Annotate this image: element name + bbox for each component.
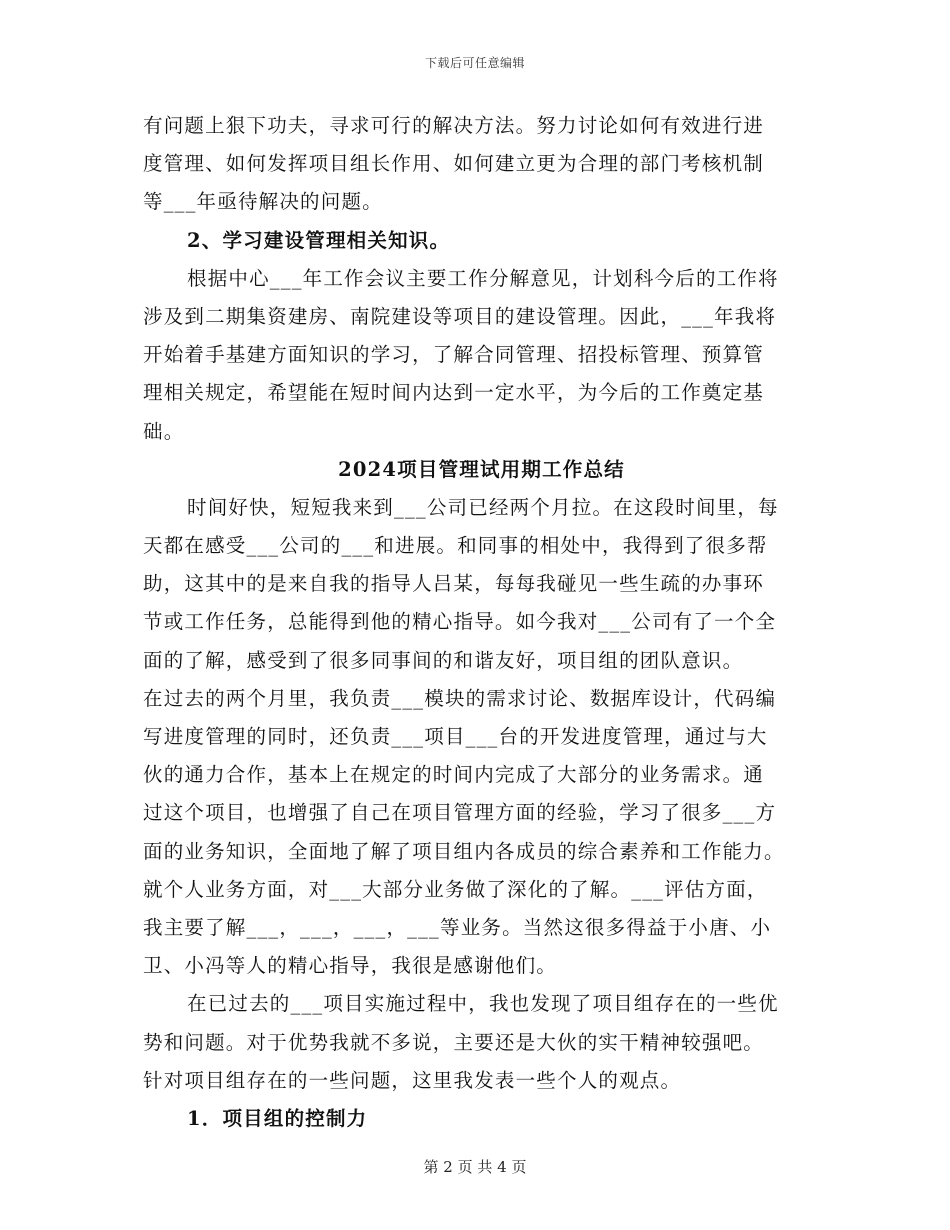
- text-line: 面的业务知识，全面地了解了项目组内各成员的综合素养和工作能力。: [143, 839, 785, 863]
- text-line: 过这个项目，也增强了自己在项目管理方面的经验，学习了很多___方: [143, 801, 777, 825]
- page-header: 下载后可任意编辑: [424, 56, 525, 70]
- text-line: 卫、小冯等人的精心指导，我很是感谢他们。: [143, 954, 558, 978]
- text-line: 度管理、如何发挥项目组长作用、如何建立更为合理的部门考核机制: [143, 152, 765, 176]
- text-line: 开始着手基建方面知识的学习，了解合同管理、招投标管理、预算管: [143, 343, 765, 367]
- text-line: 伙的通力合作，基本上在规定的时间内完成了大部分的业务需求。通: [143, 763, 765, 787]
- text-line: 理相关规定，希望能在短时间内达到一定水平，为今后的工作奠定基: [143, 381, 765, 405]
- text-line: 面的了解，感受到了很多同事间的和谐友好，项目组的团队意识。: [143, 648, 744, 672]
- text-line: 等___年亟待解决的问题。: [143, 190, 383, 214]
- text-line: 节或工作任务，总能得到他的精心指导。如今我对___公司有了一个全: [143, 610, 777, 634]
- text-line: 涉及到二期集资建房、南院建设等项目的建设管理。因此，___年我将: [143, 304, 777, 328]
- text-line: 时间好快，短短我来到___公司已经两个月拉。在这段时间里，每: [187, 495, 779, 519]
- text-line: 助，这其中的是来自我的指导人吕某，每每我碰见一些生疏的办事环: [143, 572, 765, 596]
- text-line: 天都在感受___公司的___和进展。和同事的相处中，我得到了很多帮: [143, 534, 768, 558]
- text-line: 我主要了解___，___，___，___等业务。当然这很多得益于小唐、小: [143, 915, 772, 939]
- section-heading: 2、学习建设管理相关知识。: [187, 228, 451, 252]
- text-line: 在已过去的___项目实施过程中，我也发现了项目组存在的一些优: [187, 992, 779, 1016]
- text-line: 针对项目组存在的一些问题，这里我发表一些个人的观点。: [143, 1068, 682, 1092]
- document-body: [143, 107, 808, 1138]
- page-footer: 第 2 页 共 4 页: [423, 1158, 527, 1176]
- section-heading: 1．项目组的控制力: [187, 1106, 368, 1130]
- text-line: 势和问题。对于优势我就不多说，主要还是大伙的实干精神较强吧。: [143, 1030, 765, 1054]
- text-line: 有问题上狠下功夫，寻求可行的解决方法。努力讨论如何有效进行进: [143, 114, 765, 137]
- text-line: 写进度管理的同时，还负责___项目___台的开发进度管理，通过与大: [143, 725, 768, 748]
- section-title: 2024项目管理试用期工作总结: [338, 457, 625, 481]
- text-line: 在过去的两个月里，我负责___模块的需求讨论、数据库设计，代码编: [143, 686, 777, 710]
- text-line: 就个人业务方面，对___大部分业务做了深化的了解。___评估方面，: [143, 877, 768, 901]
- text-line: 根据中心___年工作会议主要工作分解意见，计划科今后的工作将: [187, 266, 779, 290]
- text-line: 础。: [143, 419, 185, 443]
